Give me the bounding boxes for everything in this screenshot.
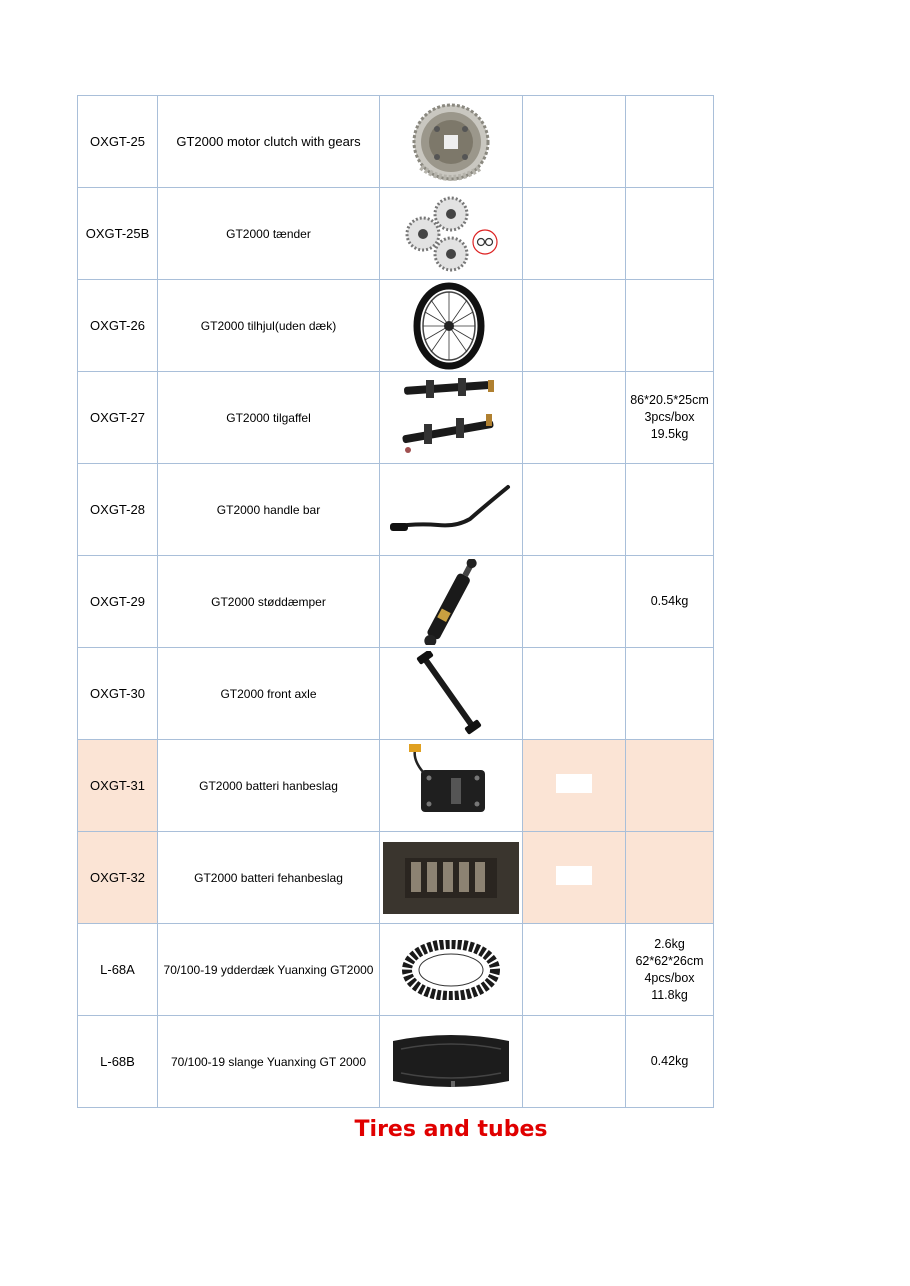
part-image [380, 832, 523, 924]
part-description: GT2000 tilhjul(uden dæk) [158, 280, 380, 372]
info-dimensions: 86*20.5*25cm [630, 393, 709, 407]
tire-icon [401, 940, 501, 1000]
part-image [380, 464, 523, 556]
white-box [556, 866, 592, 885]
part-description: GT2000 støddæmper [158, 556, 380, 648]
table-row [78, 648, 714, 740]
part-description: 70/100-19 ydderdæk Yuanxing GT2000 [158, 924, 380, 1016]
table-row [78, 1016, 714, 1108]
part-code: L-68A [78, 924, 158, 1016]
gears-icon [401, 194, 501, 274]
blank-cell [523, 464, 626, 556]
packing-info [626, 924, 714, 1016]
part-description: GT2000 handle bar [158, 464, 380, 556]
part-code: OXGT-32 [78, 832, 158, 924]
blank-cell [523, 280, 626, 372]
info-unit-weight: 2.6kg [654, 936, 685, 951]
shock-absorber-icon [401, 559, 501, 645]
info-weight: 11.8kg [651, 987, 688, 1002]
packing-info [626, 556, 714, 648]
blank-cell [523, 1016, 626, 1108]
part-image [380, 280, 523, 372]
table-row [78, 832, 714, 924]
info-quantity: 4pcs/box [644, 970, 695, 985]
table-row [78, 96, 714, 188]
info-weight: 0.54kg [650, 594, 689, 608]
part-code: OXGT-28 [78, 464, 158, 556]
table-row [78, 188, 714, 280]
table-row [78, 464, 714, 556]
white-box [556, 774, 592, 793]
inner-tube-icon [387, 1031, 515, 1093]
info-quantity: 3pcs/box [644, 410, 695, 424]
table-row [78, 740, 714, 832]
part-description: GT2000 front axle [158, 648, 380, 740]
table-row [78, 556, 714, 648]
axle-icon [411, 651, 491, 737]
info-weight: 19.5kg [650, 427, 689, 441]
packing-info [626, 372, 714, 464]
part-description: GT2000 motor clutch with gears [158, 96, 380, 188]
packing-info [626, 740, 714, 832]
table-row [78, 372, 714, 464]
part-description: GT2000 batteri fehanbeslag [158, 832, 380, 924]
info-dimensions: 62*62*26cm [635, 953, 704, 968]
part-image [380, 188, 523, 280]
part-code: OXGT-25B [78, 188, 158, 280]
part-description: 70/100-19 slange Yuanxing GT 2000 [158, 1016, 380, 1108]
battery-female-bracket-icon [383, 842, 519, 914]
part-code: OXGT-30 [78, 648, 158, 740]
table-row [78, 280, 714, 372]
section-heading: Tires and tubes [354, 1117, 548, 1142]
part-description: GT2000 tilgaffel [158, 372, 380, 464]
blank-cell [523, 96, 626, 188]
parts-table [77, 95, 714, 1108]
info-weight: 0.42kg [650, 1054, 689, 1068]
table-row [78, 924, 714, 1016]
wheel-rim-icon [411, 282, 491, 370]
part-image [380, 96, 523, 188]
packing-info [626, 1016, 714, 1108]
packing-info [626, 832, 714, 924]
part-image [380, 1016, 523, 1108]
part-image [380, 740, 523, 832]
blank-cell [523, 740, 626, 832]
blank-cell [523, 832, 626, 924]
packing-info [626, 96, 714, 188]
part-code: OXGT-31 [78, 740, 158, 832]
part-code: OXGT-27 [78, 372, 158, 464]
part-image [380, 372, 523, 464]
front-fork-icon [396, 374, 506, 462]
part-code: OXGT-29 [78, 556, 158, 648]
part-description: GT2000 batteri hanbeslag [158, 740, 380, 832]
packing-info [626, 188, 714, 280]
part-description: GT2000 tænder [158, 188, 380, 280]
handlebar-icon [386, 475, 516, 545]
clutch-gear-icon [411, 99, 491, 185]
blank-cell [523, 556, 626, 648]
packing-info [626, 280, 714, 372]
part-code: L-68B [78, 1016, 158, 1108]
blank-cell [523, 188, 626, 280]
packing-info [626, 648, 714, 740]
blank-cell [523, 372, 626, 464]
blank-cell [523, 924, 626, 1016]
part-image [380, 648, 523, 740]
part-code: OXGT-26 [78, 280, 158, 372]
blank-cell [523, 648, 626, 740]
part-image [380, 924, 523, 1016]
battery-male-bracket-icon [403, 742, 499, 830]
part-image [380, 556, 523, 648]
packing-info [626, 464, 714, 556]
part-code: OXGT-25 [78, 96, 158, 188]
